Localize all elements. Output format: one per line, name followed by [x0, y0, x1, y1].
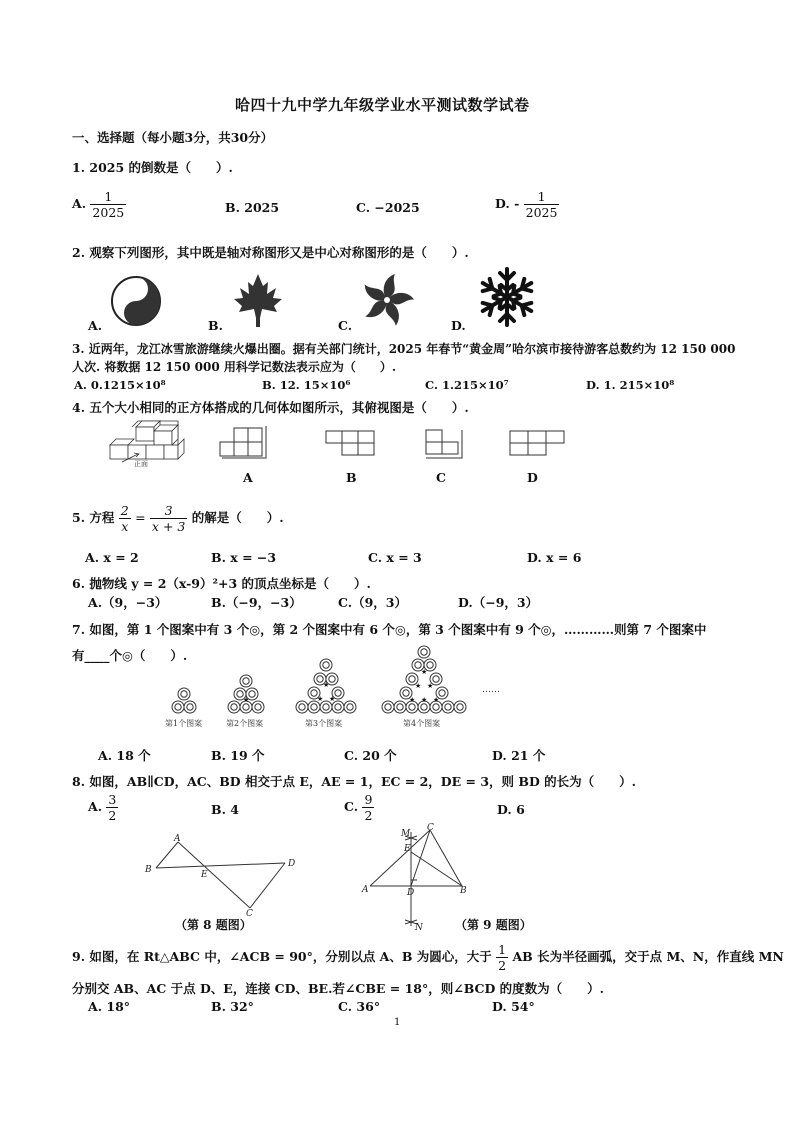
cube-solid-figure	[104, 417, 188, 467]
q9-option-a[interactable]: A. 18°	[88, 999, 131, 1014]
q7-option-c[interactable]: C. 20 个	[344, 748, 397, 763]
point-n-label: N	[415, 923, 423, 933]
point-b-label: B	[145, 865, 152, 875]
pattern-1-caption: 第1个图案	[165, 719, 203, 728]
q8-option-c[interactable]: C. $\frac{9}{2}$	[344, 792, 373, 823]
q9-option-c[interactable]: C. 36°	[338, 999, 381, 1014]
q5-option-d[interactable]: D. x = 6	[527, 550, 582, 565]
q2-option-a[interactable]: A.	[88, 318, 103, 333]
svg-text:★: ★	[317, 695, 324, 703]
pattern-ellipsis: ……	[482, 685, 500, 695]
figure-8-caption: （第 8 题图）	[175, 918, 252, 932]
yin-yang-icon	[110, 275, 162, 327]
q3-option-a[interactable]: A. 0.1215×10⁸	[74, 378, 166, 392]
q5-lhs-fraction: $\frac{2}{x}$	[120, 503, 129, 534]
bauhinia-flower-icon	[358, 271, 416, 329]
snowflake-icon	[476, 266, 538, 328]
q5-option-a[interactable]: A. x = 2	[85, 550, 139, 565]
svg-text:★: ★	[409, 696, 416, 704]
q1-option-a[interactable]	[72, 189, 126, 220]
section-heading: 一、选择题（每小题3分，共30分）	[72, 130, 274, 145]
q6-stem: 6. 抛物线 y = 2（x-9）²+3 的顶点坐标是（ ）.	[72, 576, 371, 591]
q1-option-c[interactable]: C. −2025	[356, 200, 420, 215]
pattern-3	[296, 659, 356, 713]
pattern-2-caption: 第2个图案	[226, 719, 264, 728]
point-a-label: A	[174, 834, 181, 844]
q8-option-d[interactable]: D. 6	[497, 802, 525, 817]
q6-option-a[interactable]: A.（9，−3）	[88, 595, 168, 610]
q4-view-b-figure[interactable]	[322, 427, 378, 459]
point-c-label: C	[246, 909, 253, 919]
q1-option-b[interactable]: B. 2025	[225, 200, 280, 215]
q5-option-c[interactable]: C. x = 3	[368, 550, 422, 565]
q2-stem: 2. 观察下列图形，其中既是轴对称图形又是中心对称图形的是（ ）.	[72, 245, 469, 260]
point-d-label: D	[288, 859, 296, 869]
q3-option-b[interactable]: B. 12. 15×10⁶	[262, 378, 351, 392]
q7-option-d[interactable]: D. 21 个	[492, 748, 546, 763]
q7-option-a[interactable]: A. 18 个	[98, 748, 151, 763]
pattern-4	[382, 646, 466, 713]
q9-line2: 分别交 AB、AC 于点 D、E，连接 CD、BE.若∠CBE = 18°，则∠BCD 的度数为（ ）.	[72, 981, 605, 996]
q4-view-a-figure[interactable]	[218, 424, 276, 460]
svg-text:★: ★	[415, 682, 422, 690]
point-b9-label: B	[460, 886, 467, 896]
q1-a-label: A.	[72, 196, 87, 211]
q9-option-b[interactable]: B. 32°	[211, 999, 254, 1014]
maple-leaf-icon	[230, 272, 286, 328]
svg-text:★: ★	[323, 681, 330, 689]
q6-option-d[interactable]: D.（−9，3）	[458, 595, 539, 610]
q4-option-b[interactable]: B	[346, 470, 357, 485]
svg-text:★: ★	[421, 696, 428, 704]
figure-9-caption: （第 9 题图）	[455, 918, 532, 932]
pattern-4-caption: 第4个图案	[403, 719, 441, 728]
q8-stem: 8. 如图，AB∥CD，AC、BD 相交于点 E，AE = 1，EC = 2，DE = 3，则 BD 的长为（ ）.	[72, 774, 637, 789]
q8-option-b[interactable]: B. 4	[211, 802, 239, 817]
q9-line1: 9. 如图，在 Rt△ABC 中，∠ACB = 90°，分别以点 A、B 为圆心，大于 $\frac{1}{2}$ AB 长为半径画弧，交于点 M、N，作直线 MN	[72, 942, 784, 973]
q7-pattern-figures	[160, 652, 520, 732]
point-d9-label: D	[407, 888, 415, 898]
q3-line2: 人次. 将数据 12 150 000 用科学记数法表示应为（ ）.	[72, 360, 397, 374]
figure-9-diagram	[355, 822, 485, 933]
q2-option-b[interactable]: B.	[208, 318, 223, 333]
q7-option-b[interactable]: B. 19 个	[211, 748, 265, 763]
front-view-label: 正面	[134, 460, 148, 468]
q4-stem: 4. 五个大小相同的正方体搭成的几何体如图所示，其俯视图是（ ）.	[72, 400, 469, 415]
q3-option-c[interactable]: C. 1.215×10⁷	[425, 378, 509, 392]
q1-d-fraction: $\frac{1}{2025}$	[525, 189, 558, 220]
q2-option-c[interactable]: C.	[338, 318, 353, 333]
q8-a-fraction: $\frac{3}{2}$	[108, 792, 117, 823]
q6-option-c[interactable]: C.（9，3）	[338, 595, 407, 610]
q4-view-c-figure[interactable]	[422, 426, 466, 462]
svg-text:★: ★	[329, 695, 336, 703]
q1-stem: 1. 2025 的倒数是（ ）.	[72, 160, 233, 175]
q4-option-a[interactable]: A	[243, 470, 253, 485]
point-e-label: E	[201, 870, 208, 880]
pattern-1	[172, 688, 196, 713]
q5-rhs-fraction: $\frac{3}{x + 3}$	[151, 503, 186, 534]
svg-text:★: ★	[243, 696, 250, 704]
svg-text:★: ★	[421, 668, 428, 676]
q5-stem: 5. 方程 $\frac{2}{x}$ = $\frac{3}{x + 3}$ 的解是（ ）.	[72, 503, 284, 534]
q4-option-c[interactable]: C	[436, 470, 446, 485]
q9-option-d[interactable]: D. 54°	[492, 999, 535, 1014]
q8-c-fraction: $\frac{9}{2}$	[364, 792, 373, 823]
point-c9-label: C	[427, 823, 434, 833]
point-m-label: M	[401, 829, 411, 839]
point-a9-label: A	[362, 885, 369, 895]
q9-half-fraction: $\frac{1}{2}$	[498, 942, 507, 973]
q6-option-b[interactable]: B.（−9，−3）	[211, 595, 302, 610]
q1-option-d[interactable]	[495, 189, 559, 220]
q5-option-b[interactable]: B. x = −3	[211, 550, 277, 565]
q1-a-fraction: $\frac{1}{2025}$	[92, 189, 125, 220]
svg-text:★: ★	[433, 696, 440, 704]
q1-d-label: D. -	[495, 196, 520, 211]
q7-line1: 7. 如图，第 1 个图案中有 3 个◎，第 2 个图案中有 6 个◎，第 3 个图案中有 9 个◎，…………则第 7 个图案中	[72, 622, 707, 637]
svg-text:★: ★	[427, 682, 434, 690]
q4-option-d[interactable]: D	[527, 470, 538, 485]
q2-option-d[interactable]: D.	[451, 318, 466, 333]
pattern-3-caption: 第3个图案	[305, 719, 343, 728]
point-e9-label: E	[404, 844, 411, 854]
figure-8-diagram	[140, 832, 310, 919]
q3-option-d[interactable]: D. 1. 215×10⁸	[586, 378, 675, 392]
q7-line2: 有____个◎（ ）.	[72, 648, 188, 663]
page-number: 1	[394, 1017, 401, 1028]
q4-view-d-figure[interactable]	[508, 427, 566, 459]
q8-option-a[interactable]: A. $\frac{3}{2}$	[88, 792, 117, 823]
page-title: 哈四十九中学九年级学业水平测试数学试卷	[235, 96, 530, 114]
q3-line1: 3. 近两年，龙江冰雪旅游继续火爆出圈。据有关部门统计，2025 年春节“黄金周”哈尔滨市接待游客总数约为 12 150 000	[72, 342, 736, 356]
pattern-2	[228, 675, 264, 713]
